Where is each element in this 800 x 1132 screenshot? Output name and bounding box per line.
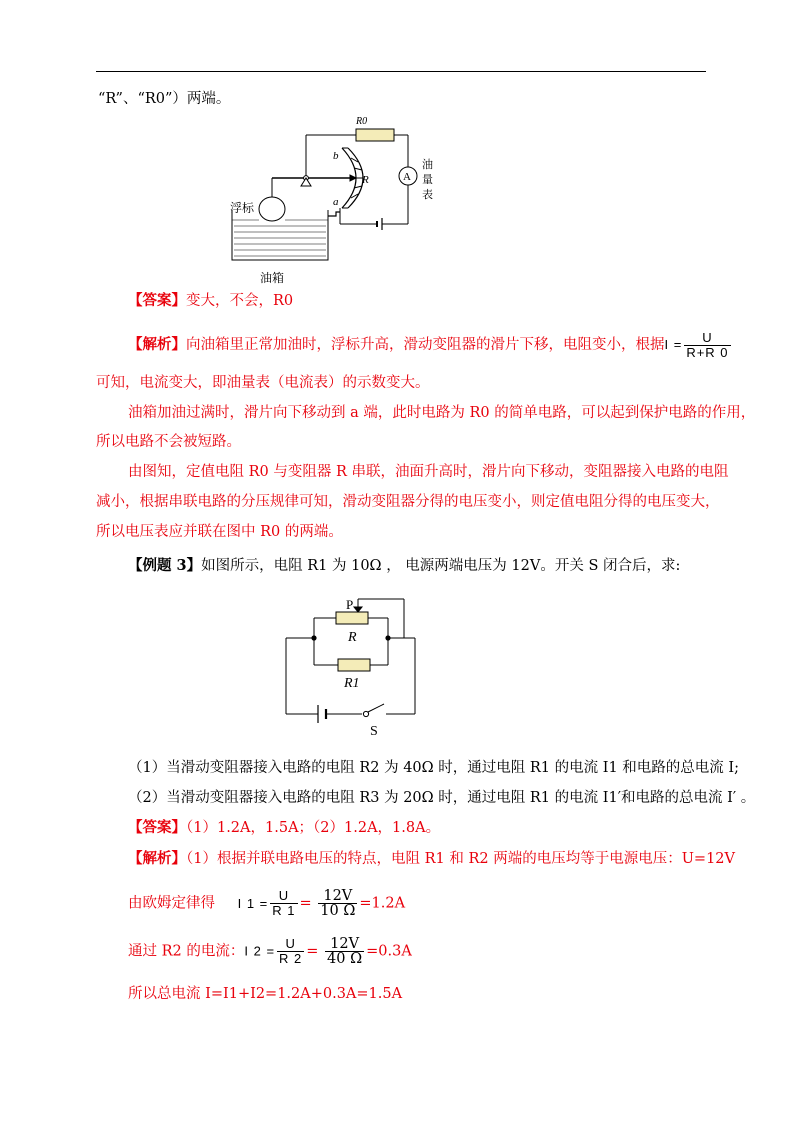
label-s: S: [370, 724, 378, 739]
label-ammeter: A: [403, 171, 411, 183]
oil-gauge-diagram: [222, 112, 442, 290]
label-r1: R1: [344, 676, 360, 691]
fraction-12v-10ohm: $\frac{12V}{10 \Omega}$: [320, 888, 356, 919]
analysis-1-p3-line-3: 所以电压表应并联在图中 R0 的两端。: [96, 524, 343, 540]
formula-fraction: $\frac{U}{R+R 0}$: [686, 330, 729, 360]
analysis-2-line-1: 【解析】（1）根据并联电路电压的特点，电阻 R1 和 R2 两端的电压均等于电源电压：U=12V: [128, 850, 735, 867]
answer-1: 【答案】变大，不会，R0: [128, 292, 294, 309]
analysis-1-line-1: 【解析】向油箱里正常加油时，浮标升高，滑动变阻器的滑片下移，电阻变小，根据I = $\frac{U}{R+R 0}$: [128, 331, 733, 360]
label-gauge-1: 油: [422, 159, 433, 171]
question-2: （2）当滑动变阻器接入电路的电阻 R3 为 20Ω 时，通过电阻 R1 的电流 I1′和电路的总电流 I′ 。: [128, 790, 756, 806]
analysis-1-p2-line-1: 油箱加油过满时，滑片向下移动到 a 端，此时电路为 R0 的简单电路，可以起到保护电路的作用，: [128, 405, 756, 421]
header-rule: [96, 71, 706, 72]
fraction-12v-40ohm: $\frac{12V}{40 \Omega}$: [327, 936, 363, 967]
junction-left: [311, 635, 316, 640]
analysis-1-line-2: 可知，电流变大，即油量表（电流表）的示数变大。: [96, 375, 430, 391]
analysis-2-total: 所以总电流 I=I1+I2=1.2A+0.3A=1.5A: [128, 986, 403, 1002]
oil-surface: [232, 220, 328, 256]
label-p: P: [346, 597, 354, 612]
label-r: R: [348, 630, 357, 645]
parallel-circuit-diagram: [270, 592, 430, 742]
analysis-1-p3-line-2: 减小，根据串联电路的分压规律可知，滑动变阻器分得的电压变小，则定值电阻分得的电压变大，: [96, 494, 720, 510]
label-b: b: [333, 150, 339, 162]
resistor-r1: [338, 659, 370, 671]
fraction-u-r2: $\frac{U}{R 2}$: [279, 936, 303, 966]
label-a: a: [333, 196, 339, 208]
label-r0: R0: [356, 116, 368, 127]
fraction-u-r1: $\frac{U}{R 1}$: [272, 888, 296, 918]
analysis-2-ohm-line: 由欧姆定律得 I 1 = $\frac{U}{R 1}$ = $\frac{12V}{10 \Omega}$ =1.2A: [128, 888, 406, 919]
label-gauge-3: 表: [422, 189, 433, 201]
label-float: 浮标: [230, 201, 255, 215]
answer-2: 【答案】（1）1.2A，1.5A；（2）1.2A，1.8A。: [128, 819, 441, 836]
example-3-header: 【例题 3】如图所示，电阻 R1 为 10Ω ， 电源两端电压为 12V。开关 S 闭合后，求:: [128, 557, 681, 574]
formula-i: I = $\frac{U}{R+R 0}$: [664, 330, 729, 360]
junction-right: [385, 635, 390, 640]
resistor-r0: [356, 129, 394, 141]
top-line: “R”、“R0”）两端。: [98, 91, 231, 107]
label-r: R: [362, 174, 369, 186]
switch-icon: [363, 711, 368, 716]
analysis-2-r2-line: 通过 R2 的电流：I 2 = $\frac{U}{R 2}$ = $\frac{12V}{40 \Omega}$ =0.3A: [128, 936, 412, 967]
rheostat-r: [336, 612, 368, 624]
analysis-1-p2-line-2: 所以电路不会被短路。: [96, 434, 241, 450]
label-gauge-2: 量: [422, 174, 433, 186]
question-1: （1）当滑动变阻器接入电路的电阻 R2 为 40Ω 时，通过电阻 R1 的电流 I1 和电路的总电流 I;: [128, 760, 740, 776]
analysis-1-p3-line-1: 由图知，定值电阻 R0 与变阻器 R 串联，油面升高时，滑片向下移动，变阻器接入电路的电阻: [128, 464, 729, 480]
label-tank: 油箱: [260, 271, 285, 285]
